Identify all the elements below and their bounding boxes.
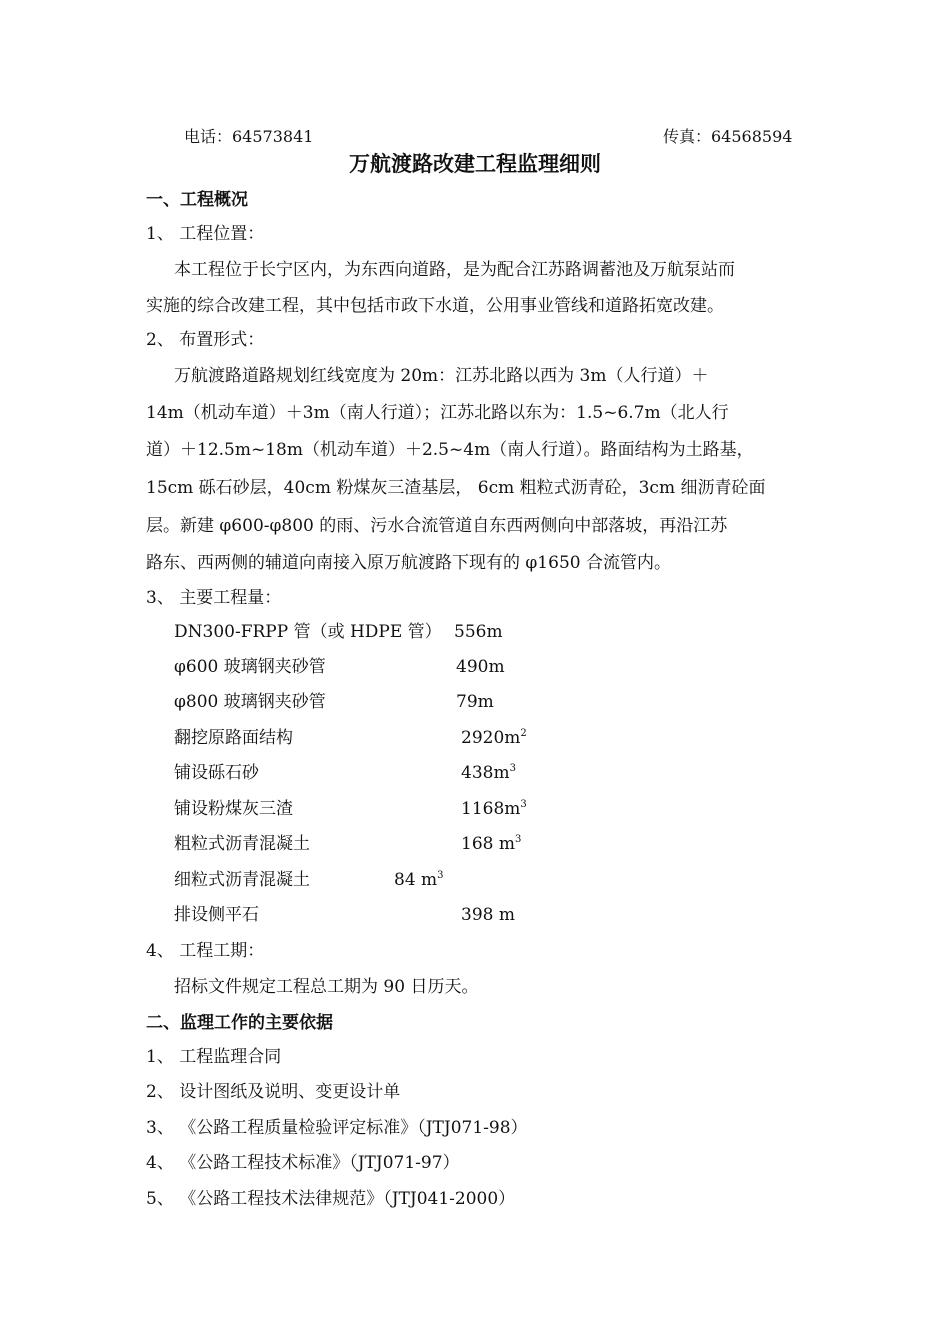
item-label-quantities: 3、 主要工程量： (146, 588, 282, 608)
quantity-name: DN300-FRPP 管（或 HDPE 管） (174, 622, 442, 642)
quantity-name: 铺设粉煤灰三渣 (174, 799, 293, 819)
phone-number: 电话：64573841 (184, 127, 314, 146)
quantity-value: $438m^3$ (461, 763, 516, 783)
basis-item: 1、 工程监理合同 (146, 1047, 282, 1067)
basis-item: 3、 《公路工程质量检验评定标准》（JTJ071-98） (146, 1118, 528, 1138)
basis-item: 5、 《公路工程技术法律规范》（JTJ041-2000） (146, 1189, 516, 1209)
quantity-value: 398 m (461, 905, 515, 925)
quantity-name: 细粒式沥青混凝土 (174, 870, 310, 890)
basis-item: 2、 设计图纸及说明、变更设计单 (146, 1082, 401, 1102)
quantity-name: φ800 玻璃钢夹砂管 (174, 692, 326, 712)
layout-line: 15cm 砾石砂层，40cm 粉煤灰三渣基层， 6cm 粗粒式沥青砼，3cm 细沥青砼面 (146, 478, 766, 498)
quantity-value: 84 $m^3$ (394, 870, 444, 890)
period-text: 招标文件规定工程总工期为 90 日历天。 (174, 977, 479, 997)
section-heading-basis: 二、监理工作的主要依据 (146, 1013, 333, 1033)
location-line: 本工程位于长宁区内，为东西向道路，是为配合江苏路调蓄池及万航泵站而 (174, 260, 735, 280)
quantity-value: 79m (456, 692, 494, 712)
quantity-value: $2920m^2$ (461, 728, 527, 748)
layout-line: 14m（机动车道）＋3m（南人行道）；江苏北路以东为：1.5~6.7m（北人行 (146, 403, 729, 423)
quantity-value: 556m (454, 622, 503, 642)
layout-line: 道）＋12.5m~18m（机动车道）＋2.5~4m（南人行道）。路面结构为土路基， (146, 440, 754, 460)
layout-line: 万航渡路道路规划红线宽度为 20m：江苏北路以西为 3m（人行道）＋ (174, 366, 709, 386)
quantity-value: $1168m^3$ (461, 799, 527, 819)
quantity-name: 排设侧平石 (174, 905, 259, 925)
fax-number: 传真：64568594 (663, 127, 793, 146)
item-label-location: 1、 工程位置： (146, 224, 265, 244)
layout-line: 路东、西两侧的辅道向南接入原万航渡路下现有的 φ1650 合流管内。 (146, 553, 671, 573)
basis-item: 4、 《公路工程技术标准》（JTJ071-97） (146, 1153, 460, 1173)
section-heading-overview: 一、工程概况 (146, 190, 248, 210)
quantity-name: 翻挖原路面结构 (174, 728, 293, 748)
page-title: 万航渡路改建工程监理细则 (349, 152, 601, 176)
quantity-name: 铺设砾石砂 (174, 763, 259, 783)
location-line: 实施的综合改建工程，其中包括市政下水道，公用事业管线和道路拓宽改建。 (146, 296, 724, 316)
quantity-name: φ600 玻璃钢夹砂管 (174, 657, 326, 677)
quantity-value: 490m (456, 657, 505, 677)
layout-line: 层。新建 φ600-φ800 的雨、污水合流管道自东西两侧向中部落坡，再沿江苏 (146, 516, 728, 536)
item-label-layout: 2、 布置形式： (146, 330, 265, 350)
quantity-value: 168 $m^3$ (461, 834, 522, 854)
quantity-name: 粗粒式沥青混凝土 (174, 834, 310, 854)
item-label-period: 4、 工程工期： (146, 941, 265, 961)
